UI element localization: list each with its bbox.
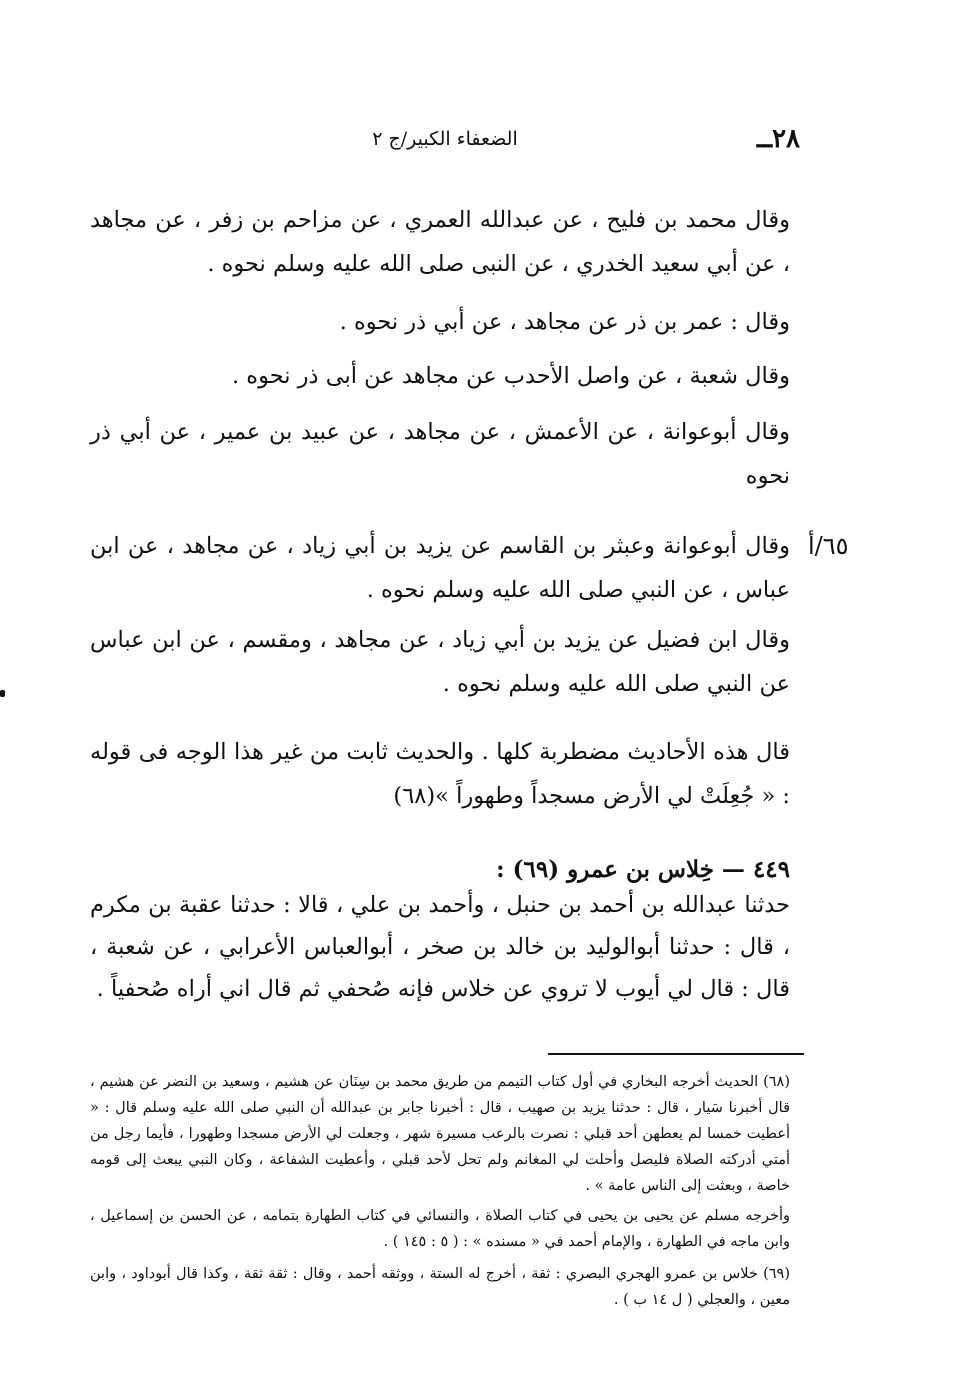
body-paragraph: وقال شعبة ، عن واصل الأحدب عن مجاهد عن أبى ذر نحوه . — [232, 363, 790, 389]
page-header — [90, 124, 800, 164]
body-paragraph: قال هذه الأحاديث مضطربة كلها . والحديث ثابت من غير هذا الوجه فى قوله : « جُعِلَتْ لي الأرض مسجداً وطهوراً »(٦٨) — [90, 739, 790, 809]
footnote-separator — [548, 1053, 804, 1055]
body-paragraph: وقال أبوعوانة وعبثر بن القاسم عن يزيد بن أبي زياد ، عن مجاهد ، عن ابن عباس ، عن النبي صلى الله عليه وسلم نحوه . — [90, 533, 790, 603]
body-paragraph: وقال : عمر بن ذر عن مجاهد ، عن أبي ذر نحوه . — [339, 309, 790, 335]
body-paragraph: وقال ابن فضيل عن يزيد بن أبي زياد ، عن مجاهد ، ومقسم ، عن ابن عباس عن النبي صلى الله عليه وسلم نحوه . — [90, 627, 790, 697]
page-number: ٢٨ــ — [756, 124, 800, 154]
body-paragraph: وقال محمد بن فليح ، عن عبدالله العمري ، عن مزاحم بن زفر ، عن مجاهد ، عن أبي سعيد الخدري ، عن النبى صلى الله عليه وسلم نحوه . — [90, 207, 790, 277]
scan-mark — [0, 690, 5, 697]
manuscript-folio-marker: ٦٥/أ — [808, 532, 849, 560]
footnote: (٦٨) الحديث أخرجه البخاري في أول كتاب التيمم من طريق محمد بن سِنَان عن هشيم ، وسعيد بن النضر عن هشيم ، قال أخبرنا سَيار ، قال : حدثنا يزيد بن صهيب ، قال : أخبرنا جابر بن عبدالله أن النبي صلى الله عليه وسلم قال : « أعطيت خمسا لم يعطهن أحد قبلي : نصرت بالرعب مسيرة شهر ، وجعلت لي الأرض مسجدا وطهورا ، فأيما رجل من أمتي أدركته الصلاة فليصل وأحلت لي المغانم ولم تحل لأحد قبلي ، وأعطيت الشفاعة ، وكان النبي يبعث إلى قومه خاصة ، وبعثت إلى الناس عامة » . — [90, 1074, 790, 1194]
entry-text: حدثنا عبدالله بن أحمد بن حنبل ، وأحمد بن علي ، قالا : حدثنا عقبة بن مكرم ، قال : حدثنا أبوالوليد بن خالد بن صخر ، أبوالعباس الأعرابي ، عن شعبة ، قال : قال لي أيوب لا تروي عن خلاس فإنه صُحفي ثم قال اني أراه صُحفياً . — [90, 892, 790, 1002]
running-title: الضعفاء الكبير/ج ٢ — [372, 128, 518, 150]
entry-heading: ٤٤٩ — خِلاس بن عمرو (٦٩) : — [496, 856, 790, 883]
footnote: (٦٩) خلاس بن عمرو الهجري البصري : ثقة ، أخرج له الستة ، ووثقه أحمد ، وقال : ثقة ثقة ، وكذا قال أبوداود ، وابن معين ، والعجلي ( ل ١٤ ب ) . — [90, 1266, 790, 1308]
body-paragraph: وقال أبوعوانة ، عن الأعمش ، عن مجاهد ، عن عبيد بن عمير ، عن أبي ذر نحوه — [90, 419, 790, 489]
footnote: وأخرجه مسلم عن يحيى بن يحيى في كتاب الصلاة ، والنسائي في كتاب الطهارة بتمامه ، عن الحسن بن إسماعيل ، وابن ماجه في الطهارة ، والإمام أحمد في « مسنده » : ( ٥ : ١٤٥ ) . — [90, 1208, 790, 1250]
